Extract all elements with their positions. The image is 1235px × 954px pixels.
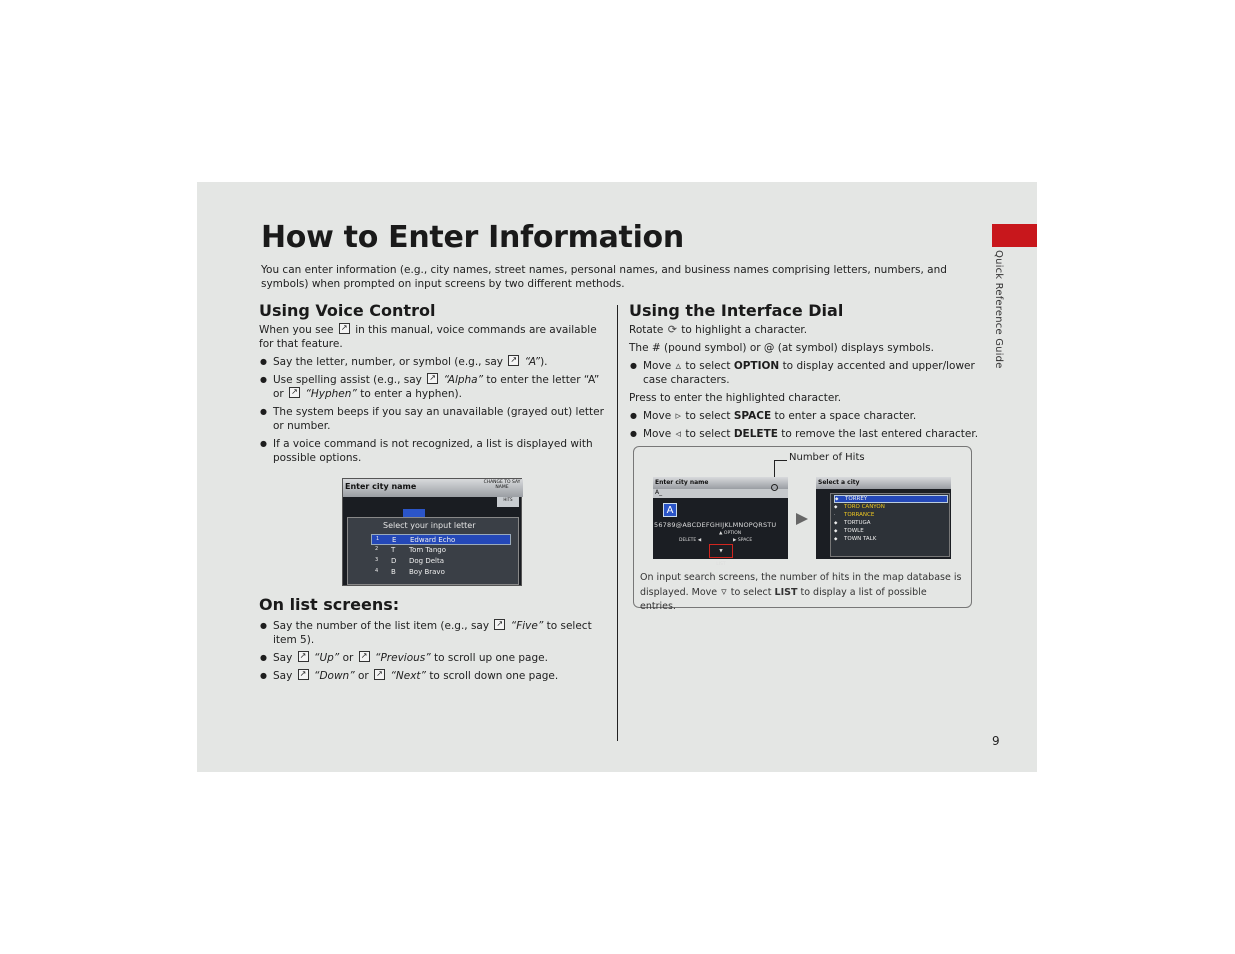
city-list-screenshot: [816, 477, 951, 559]
dial-heading: Using the Interface Dial: [629, 301, 844, 320]
option-label: ▲ OPTION: [719, 531, 742, 536]
dial-left-icon: ◃: [675, 427, 682, 440]
voice-intro: When you see ↗ in this manual, voice commands are available for that feature.: [259, 323, 609, 351]
list-screens-heading: On list screens:: [259, 595, 400, 614]
dial-up-icon: ▵: [675, 359, 682, 372]
voice-bullet-1: ● Say the letter, number, or symbol (e.g., say ↗ “A”).: [259, 355, 609, 369]
voice-command-icon: [298, 669, 309, 680]
column-divider: [617, 305, 618, 741]
screen-title-bar: [816, 477, 951, 489]
screen-title-bar: [343, 479, 523, 497]
callout-line: [774, 460, 787, 461]
dial-press-text: Press to enter the highlighted character.: [629, 392, 842, 404]
list-bullet-2: ● Say ↗ “Up” or ↗ “Previous” to scroll up one page.: [259, 651, 609, 665]
voice-section: [259, 323, 609, 469]
entry-bar: [653, 489, 788, 498]
screen-title: Enter city name: [655, 479, 709, 486]
intro-paragraph: You can enter information (e.g., city names, street names, personal names, and business names comprising letters, numbers, and symbols) when prompted on input screens by two different methods.: [261, 264, 947, 290]
list-item: ◆ TORREY: [834, 495, 948, 503]
screen-title: Enter city name: [345, 482, 417, 491]
dial-down-icon: ▿: [721, 585, 727, 598]
voice-bullet-2: ● Use spelling assist (e.g., say ↗ “Alpha” to enter the letter “A” or ↗ “Hyphen” to enter a hyphen).: [259, 373, 609, 401]
change-to-say-name-button: CHANGE TO SAY NAME: [483, 480, 521, 490]
dial-input-screenshot: [653, 477, 788, 567]
voice-bullet-4: ● If a voice command is not recognized, a list is displayed with possible options.: [259, 437, 609, 465]
delete-label: DELETE ◀: [679, 538, 702, 543]
voice-command-icon: [298, 651, 309, 662]
voice-command-icon: [359, 651, 370, 662]
number-of-hits-label: Number of Hits: [789, 452, 865, 463]
voice-heading: Using Voice Control: [259, 301, 436, 320]
voice-command-icon: [289, 387, 300, 398]
voice-command-icon: [374, 669, 385, 680]
screen-title: Select a city: [818, 479, 860, 486]
space-label: ▶ SPACE: [733, 538, 753, 543]
next-arrow-icon: [796, 513, 808, 525]
list-item: ◆ TOWN TALK: [834, 536, 877, 542]
screen-title-bar: [653, 477, 788, 489]
voice-command-icon: [427, 373, 438, 384]
list-item: · TORRANCE: [834, 512, 875, 518]
dial-bullet-option: ● Move ▵ to select OPTION to display accented and upper/lower case characters.: [629, 359, 979, 387]
dial-bullet-delete: ● Move ◃ to select DELETE to remove the last entered character.: [629, 427, 979, 441]
hits-indicator: HITS: [497, 497, 519, 507]
list-item: 2 T Tom Tango: [375, 546, 446, 554]
page-number: 9: [992, 734, 1000, 748]
hits-callout-marker: [771, 484, 778, 491]
voice-command-icon: [339, 323, 350, 334]
voice-command-icon: [494, 619, 505, 630]
list-bullet-3: ● Say ↗ “Down” or ↗ “Next” to scroll down one page.: [259, 669, 609, 683]
list-item: 4 B Boy Bravo: [375, 568, 445, 576]
dial-right-icon: ▹: [675, 409, 682, 422]
dial-rotate-text: Rotate ⟳ to highlight a character.: [629, 323, 808, 336]
list-item: 1 E Edward Echo: [371, 534, 511, 545]
list-section: [259, 619, 609, 687]
rotate-dial-icon: ⟳: [667, 323, 677, 336]
voice-bullet-3: ● The system beeps if you say an unavailable (grayed out) letter or number.: [259, 405, 609, 433]
voice-input-screenshot: [342, 478, 522, 586]
list-item: 3 D Dog Delta: [375, 557, 445, 565]
voice-command-icon: [508, 355, 519, 366]
entry-text: A_: [655, 489, 663, 496]
list-button: ▼ LIST: [709, 544, 733, 558]
list-item: ◆ TORTUGA: [834, 520, 871, 526]
dial-section: [629, 323, 979, 445]
list-item: ◆ TORO CANYON: [834, 504, 885, 510]
hits-caption: On input search screens, the number of hits in the map database is displayed. Move ▿ to select LIST to display a list of possible entries.: [640, 572, 962, 612]
dial-bullet-space: ● Move ▹ to select SPACE to enter a space character.: [629, 409, 979, 423]
page-title: How to Enter Information: [261, 220, 684, 255]
side-tab-label: Quick Reference Guide: [993, 250, 1004, 369]
list-item: ◆ TOWLE: [834, 528, 864, 534]
dial-symbols-text: The # (pound symbol) or @ (at symbol) displays symbols.: [629, 342, 934, 354]
highlighted-character: A: [663, 503, 677, 517]
panel-title: Select your input letter: [383, 521, 476, 530]
list-bullet-1: ● Say the number of the list item (e.g., say ↗ “Five” to select item 5).: [259, 619, 609, 647]
character-ring: 56789@ABCDEFGHIJKLMNOPQRSTU: [654, 521, 777, 529]
section-tab-marker: [992, 224, 1037, 247]
